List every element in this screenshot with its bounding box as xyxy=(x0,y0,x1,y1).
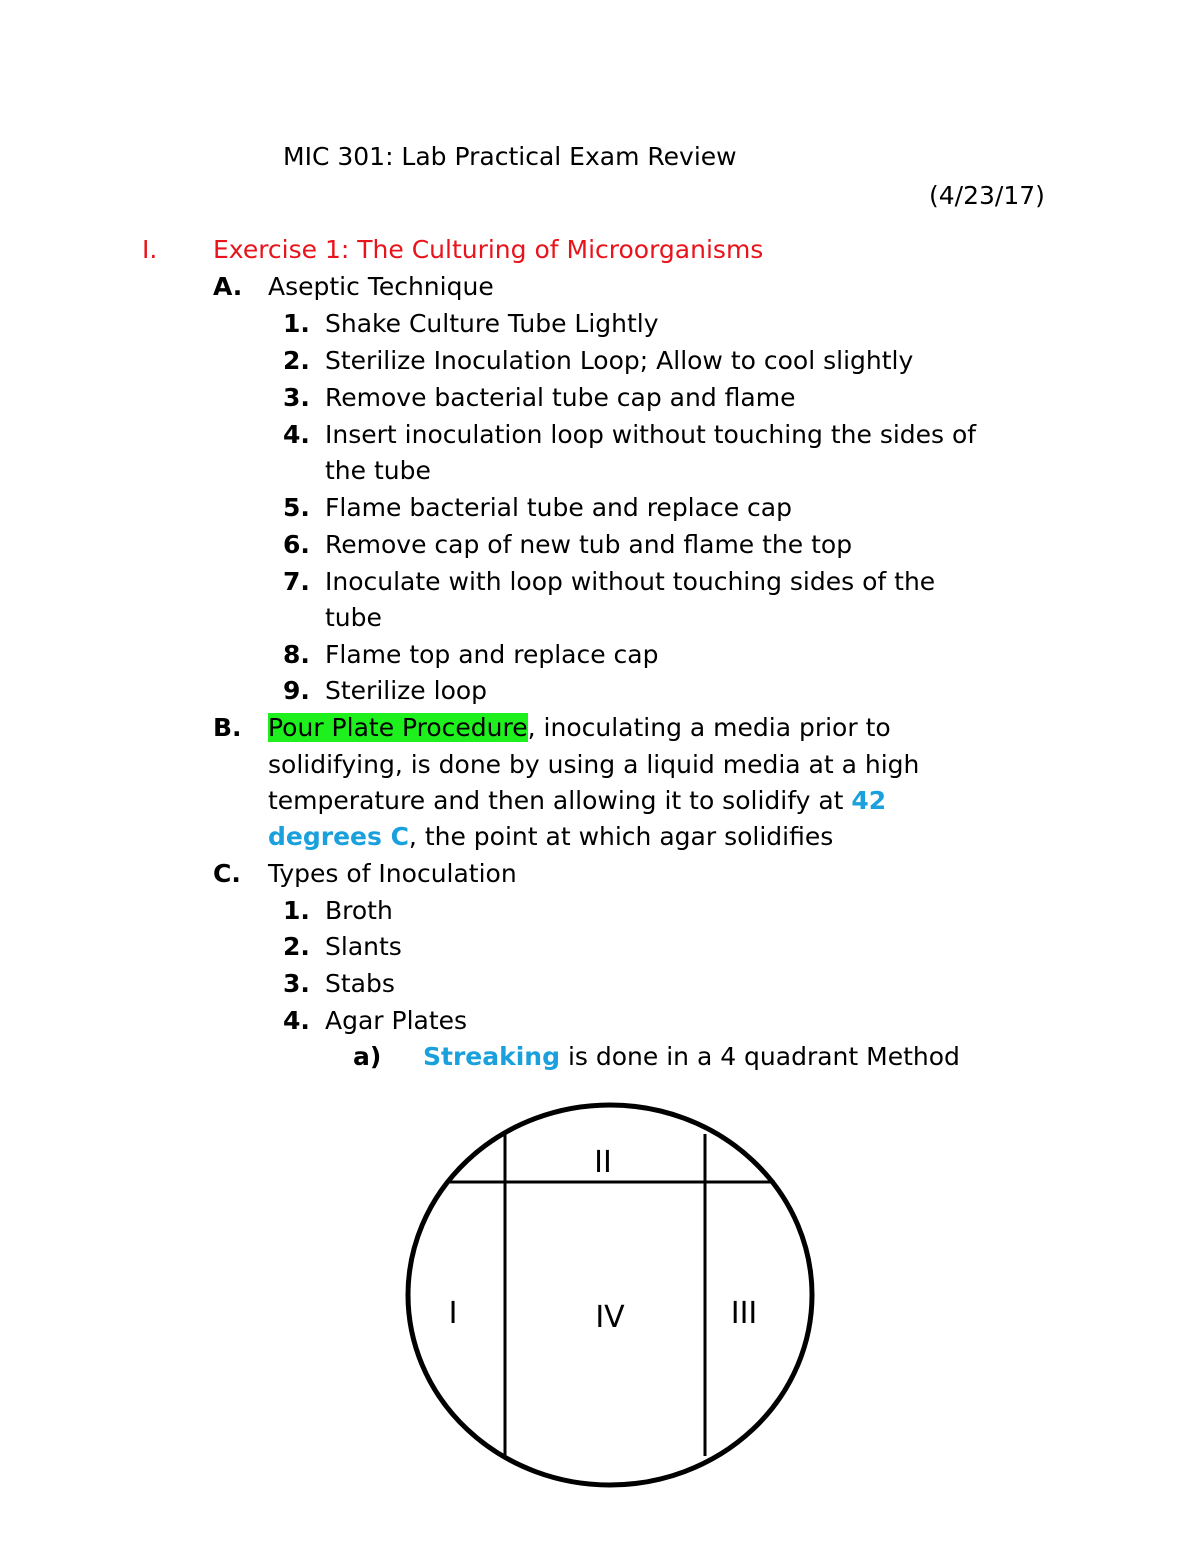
step-text: Sterilize Inoculation Loop; Allow to cool slightly xyxy=(325,346,914,375)
step-number: 3. xyxy=(283,383,310,412)
item-number: 4. xyxy=(283,1006,310,1035)
step-number: 9. xyxy=(283,676,310,705)
emphasized-value: degrees C xyxy=(268,822,409,851)
section-numeral: I. xyxy=(142,235,158,264)
item-text: Agar Plates xyxy=(325,1006,468,1035)
step-text: Sterilize loop xyxy=(325,676,488,705)
quadrant-label-iv: IV xyxy=(595,1300,625,1335)
line-text: is done in a 4 quadrant Method xyxy=(560,1042,960,1071)
subsection-a-title: Aseptic Technique xyxy=(268,272,494,301)
step-text: Remove bacterial tube cap and flame xyxy=(325,383,796,412)
item-number: 1. xyxy=(283,896,310,925)
item-text: Broth xyxy=(325,896,393,925)
step-number: 4. xyxy=(283,420,310,449)
step-text: Insert inoculation loop without touching the sides of xyxy=(325,420,977,449)
subsection-a-letter: A. xyxy=(213,272,243,301)
item-number: 3. xyxy=(283,969,310,998)
quadrant-label-iii: III xyxy=(730,1296,758,1331)
item-text: Stabs xyxy=(325,969,395,998)
quadrant-label-i: I xyxy=(448,1296,458,1331)
emphasized-term: Streaking xyxy=(423,1042,560,1071)
page-title: MIC 301: Lab Practical Exam Review xyxy=(283,142,737,171)
subitem-letter: a) xyxy=(353,1042,382,1071)
highlighted-term: Pour Plate Procedure xyxy=(268,713,528,742)
step-text: Flame bacterial tube and replace cap xyxy=(325,493,792,522)
quadrant-label-ii: II xyxy=(594,1145,612,1180)
section-title: Exercise 1: The Culturing of Microorganisms xyxy=(213,235,764,264)
line-text: temperature and then allowing it to solidify at xyxy=(268,786,852,815)
step-number: 7. xyxy=(283,567,310,596)
item-text: Slants xyxy=(325,932,402,961)
line-text: , the point at which agar solidifies xyxy=(408,822,834,851)
step-text-continued: the tube xyxy=(325,456,431,485)
step-number: 2. xyxy=(283,346,310,375)
date: (4/23/17) xyxy=(929,181,1045,210)
item-number: 2. xyxy=(283,932,310,961)
step-number: 1. xyxy=(283,309,310,338)
step-number: 6. xyxy=(283,530,310,559)
subsection-c-title: Types of Inoculation xyxy=(268,859,517,888)
subsection-b-line2: solidifying, is done by using a liquid media at a high xyxy=(268,750,920,779)
subsection-b-letter: B. xyxy=(213,713,242,742)
step-text-continued: tube xyxy=(325,603,382,632)
step-text: Shake Culture Tube Lightly xyxy=(325,309,659,338)
step-number: 8. xyxy=(283,640,310,669)
subsection-c-letter: C. xyxy=(213,859,241,888)
step-text: Flame top and replace cap xyxy=(325,640,659,669)
step-number: 5. xyxy=(283,493,310,522)
line-text: , inoculating a media prior to xyxy=(527,713,891,742)
step-text: Remove cap of new tub and flame the top xyxy=(325,530,853,559)
step-text: Inoculate with loop without touching sides of the xyxy=(325,567,936,596)
emphasized-value: 42 xyxy=(851,786,887,815)
